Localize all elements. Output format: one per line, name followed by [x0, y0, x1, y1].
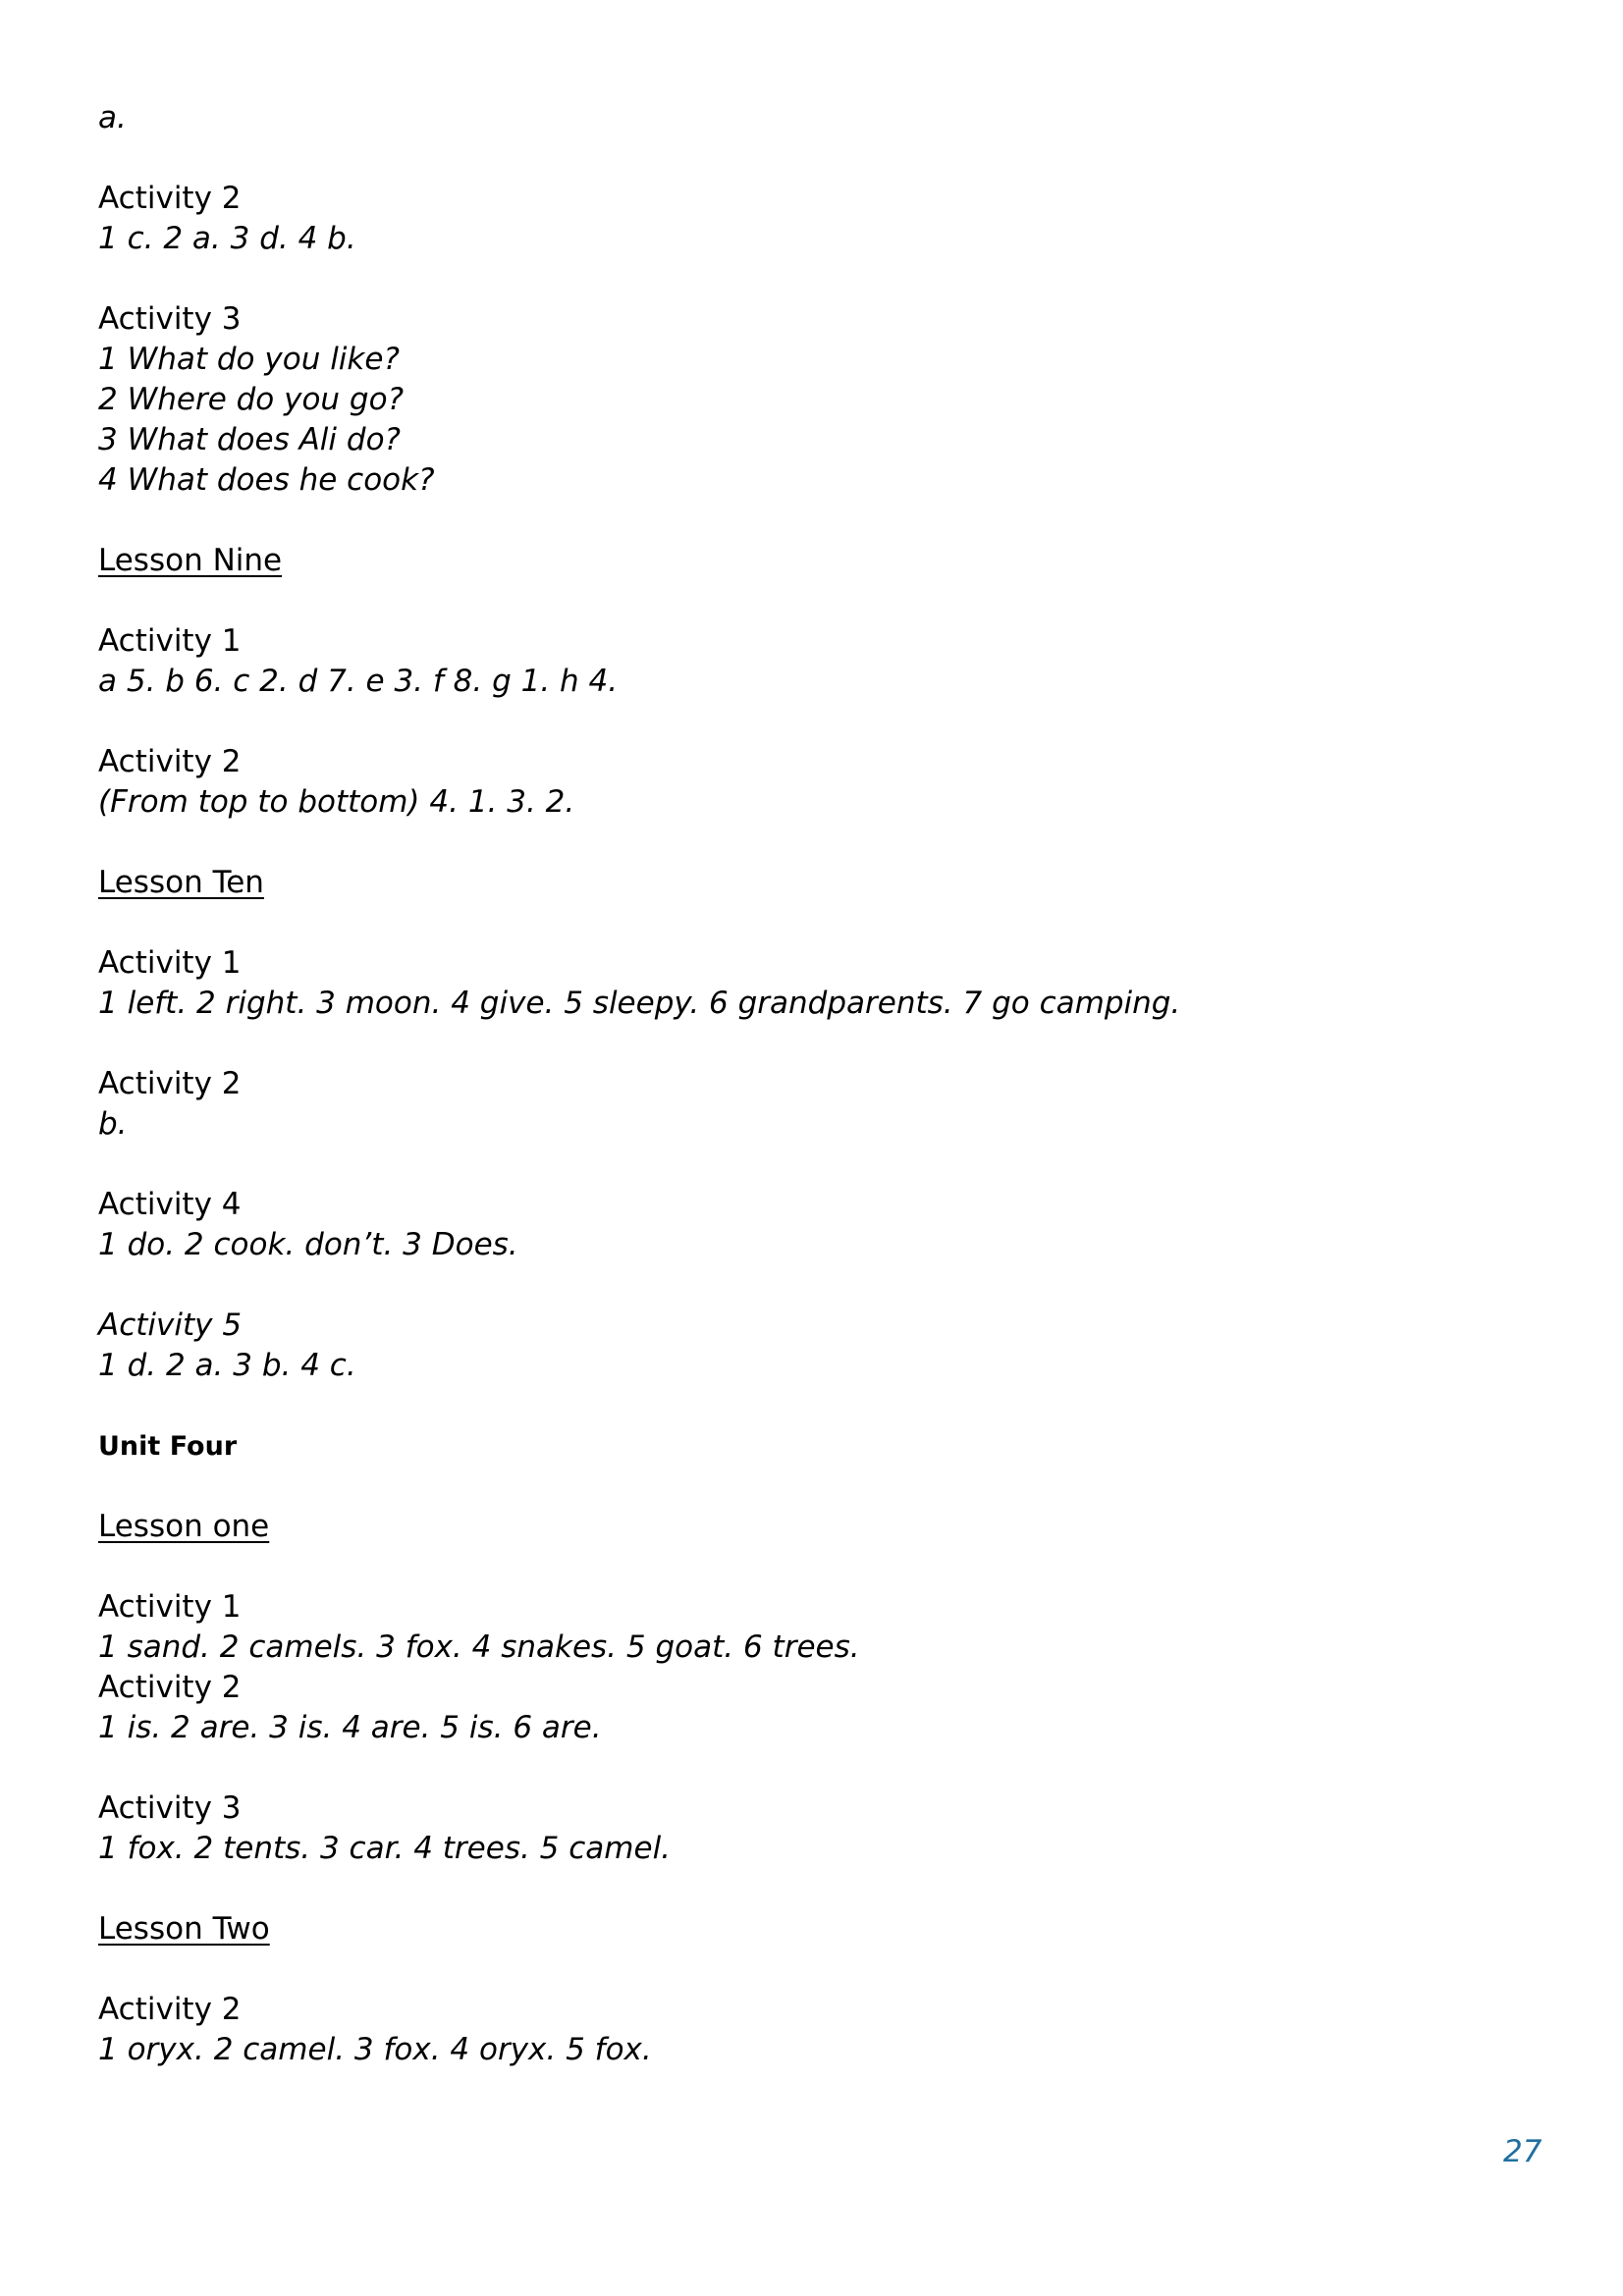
lesson-heading: Lesson Nine — [98, 543, 283, 578]
answer-text: 4 What does he cook? — [98, 462, 435, 498]
blank-line — [98, 1265, 1522, 1306]
answer-text: 1 fox. 2 tents. 3 car. 4 trees. 5 camel. — [98, 1831, 672, 1866]
answer-text: (From top to bottom) 4. 1. 3. 2. — [98, 784, 575, 820]
blank-line — [98, 1869, 1522, 1909]
blank-line — [98, 1949, 1522, 1990]
activity-heading: Activity 3 — [98, 1790, 242, 1826]
answer-text: 1 What do you like? — [98, 342, 400, 377]
answer-text: 1 is. 2 are. 3 is. 4 are. 5 is. 6 are. — [98, 1710, 602, 1745]
activity-heading: Activity 4 — [98, 1187, 242, 1222]
activity-heading: Activity 2 — [98, 1670, 242, 1705]
blank-line — [98, 1748, 1522, 1789]
answer-text: a. — [98, 100, 127, 135]
answer-text: 1 oryx. 2 camel. 3 fox. 4 oryx. 5 fox. — [98, 2032, 652, 2067]
activity-heading: Activity 2 — [98, 1066, 242, 1101]
activity-heading: Activity 1 — [98, 623, 242, 659]
page-number: 27 — [1503, 2134, 1542, 2169]
blank-line — [98, 1386, 1522, 1426]
answer-text: 3 What does Ali do? — [98, 422, 401, 457]
answer-text: 1 do. 2 cook. don’t. 3 Does. — [98, 1227, 518, 1262]
blank-line — [98, 581, 1522, 621]
lesson-heading: Lesson Ten — [98, 865, 264, 900]
blank-line — [98, 138, 1522, 179]
answer-text: Activity 5 — [98, 1308, 243, 1343]
lesson-heading: Lesson Two — [98, 1911, 270, 1947]
blank-line — [98, 1145, 1522, 1185]
blank-line — [98, 259, 1522, 299]
lesson-heading: Lesson one — [98, 1509, 270, 1544]
answer-key-content — [98, 98, 1522, 2070]
activity-heading: Activity 2 — [98, 181, 242, 216]
activity-heading: Activity 2 — [98, 744, 242, 779]
answer-text: 1 d. 2 a. 3 b. 4 c. — [98, 1348, 356, 1383]
blank-line — [98, 501, 1522, 541]
answer-text: 1 left. 2 right. 3 moon. 4 give. 5 sleepy. 6 grandparents. 7 go camping. — [98, 986, 1181, 1021]
answer-text: 1 c. 2 a. 3 d. 4 b. — [98, 221, 356, 256]
activity-heading: Activity 1 — [98, 945, 242, 981]
activity-heading: Activity 2 — [98, 1992, 242, 2027]
blank-line — [98, 702, 1522, 742]
unit-heading: Unit Four — [98, 1431, 238, 1462]
blank-line — [98, 1547, 1522, 1587]
answer-text: 2 Where do you go? — [98, 382, 405, 417]
activity-heading: Activity 3 — [98, 301, 242, 337]
answer-text: b. — [98, 1106, 128, 1142]
answer-text: a 5. b 6. c 2. d 7. e 3. f 8. g 1. h 4. — [98, 664, 619, 699]
activity-heading: Activity 1 — [98, 1589, 242, 1625]
blank-line — [98, 823, 1522, 863]
blank-line — [98, 903, 1522, 943]
blank-line — [98, 1024, 1522, 1064]
answer-text: 1 sand. 2 camels. 3 fox. 4 snakes. 5 goat. 6 trees. — [98, 1629, 860, 1665]
blank-line — [98, 1467, 1522, 1507]
